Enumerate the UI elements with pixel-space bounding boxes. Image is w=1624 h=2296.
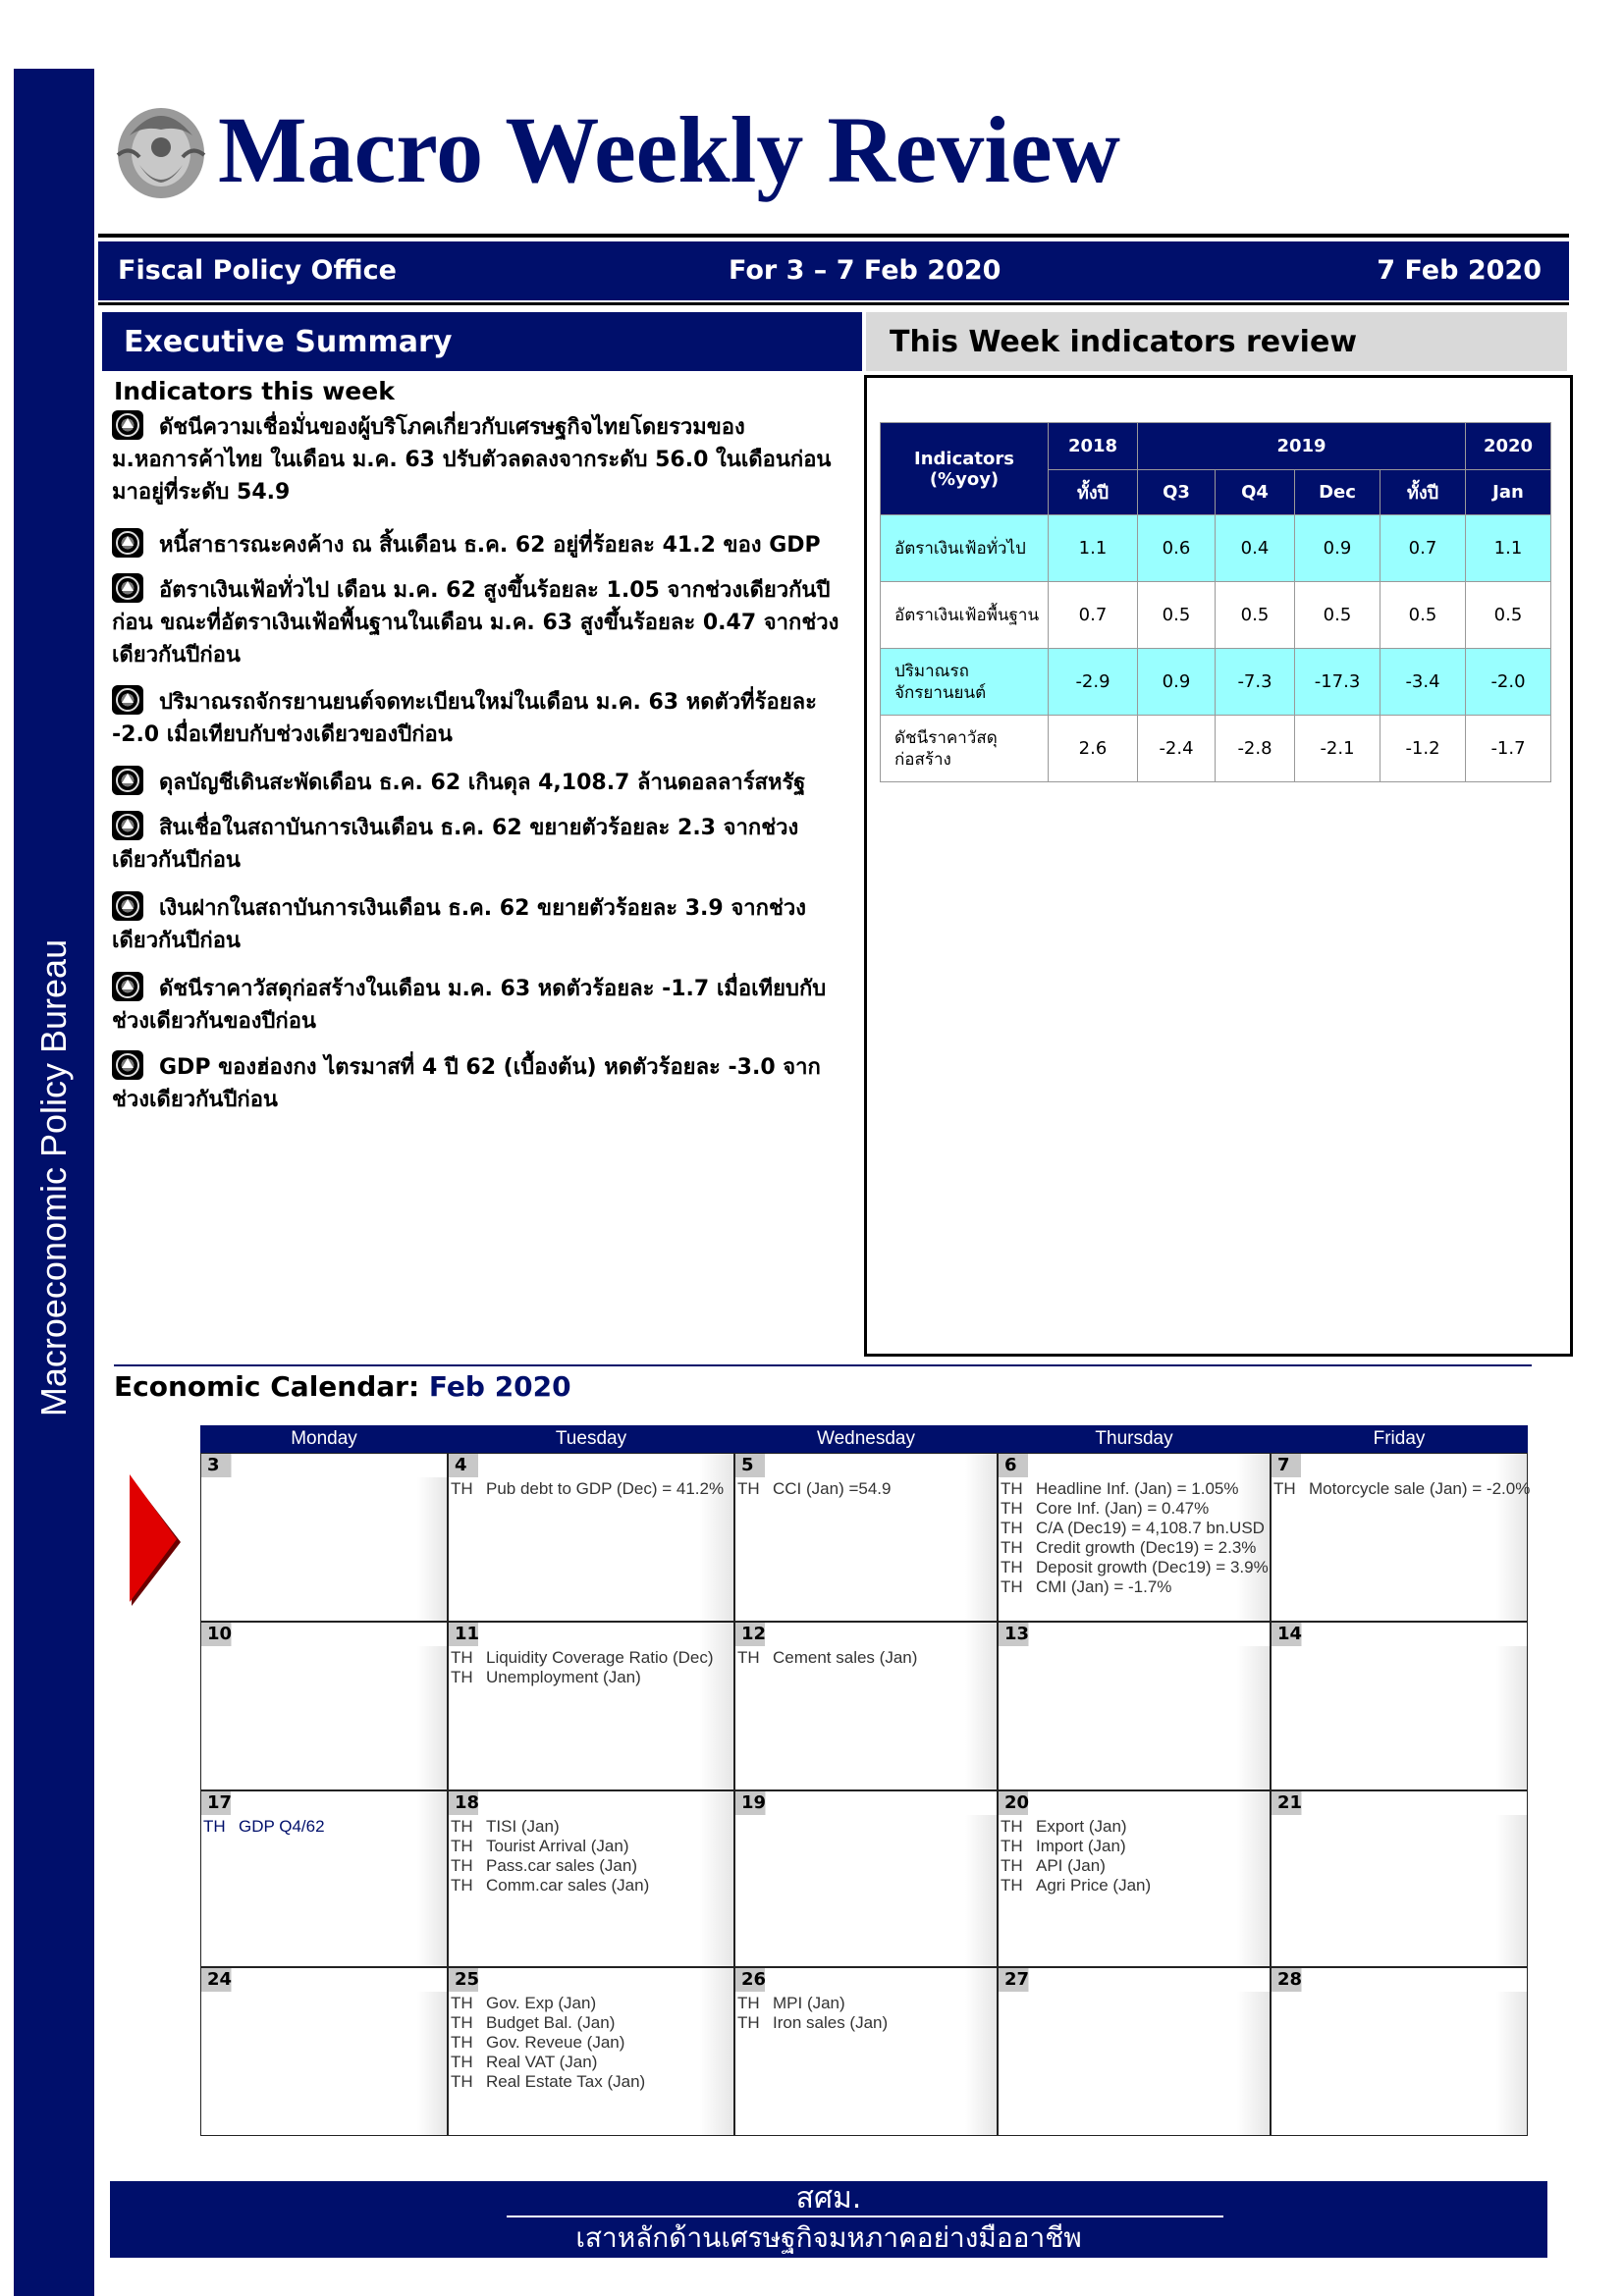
calendar-cell: [734, 1967, 998, 2136]
office-name: Fiscal Policy Office: [118, 255, 397, 286]
calendar-event: [449, 1479, 724, 1499]
calendar-event: [449, 1817, 560, 1837]
calendar-day-number: 19: [735, 1791, 997, 1815]
executive-summary-header: Executive Summary: [102, 312, 862, 371]
header-rule: [98, 234, 1569, 238]
country-tag: TH: [1001, 1558, 1023, 1576]
country-tag: TH: [1001, 1577, 1023, 1596]
calendar-event: [999, 1577, 1171, 1597]
country-tag: TH: [451, 1479, 473, 1498]
indicator-name: อัตราเงินเฟ้อทั่วไป: [881, 515, 1049, 582]
calendar-event: [449, 2053, 597, 2072]
calendar-day-header: Wednesday: [734, 1425, 998, 1453]
year-header: 2019: [1138, 423, 1466, 470]
bullet-arrow-icon: [112, 766, 143, 795]
table-cell: -2.0: [1466, 649, 1551, 716]
indicators-column-header: Indicators (%yoy): [881, 423, 1049, 515]
calendar-cell: [1271, 1453, 1531, 1622]
calendar-event: [201, 1817, 325, 1837]
summary-bullet: GDP ของฮ่องกง ไตรมาสที่ 4 ปี 62 (เบื้องต้น) หดตัวร้อยละ -3.0 จากช่วงเดียวกันปีก่อน: [112, 1050, 850, 1116]
event-text: Pass.car sales (Jan): [486, 1856, 637, 1875]
event-text: Agri Price (Jan): [1036, 1876, 1152, 1895]
bullet-arrow-icon: [112, 685, 143, 715]
table-cell: 2.6: [1049, 716, 1138, 782]
event-text: Gov. Exp (Jan): [486, 1994, 597, 2012]
calendar-cell: [448, 1790, 734, 1967]
calendar-event: [999, 1876, 1151, 1896]
calendar-day-number: 11: [449, 1623, 478, 1646]
country-tag: TH: [1001, 1876, 1023, 1895]
calendar-cell: [1271, 1790, 1528, 1967]
country-tag: TH: [1001, 1479, 1023, 1498]
period-header: Jan: [1466, 470, 1551, 515]
calendar-event: [449, 1837, 628, 1856]
country-tag: TH: [737, 1648, 760, 1667]
table-cell: 0.9: [1138, 649, 1216, 716]
calendar-cell: [998, 1967, 1271, 2136]
calendar-day-number: 10: [201, 1623, 447, 1646]
report-period: For 3 – 7 Feb 2020: [729, 255, 1001, 286]
summary-bullet: หนี้สาธารณะคงค้าง ณ สิ้นเดือน ธ.ค. 62 อยู่ที่ร้อยละ 41.2 ของ GDP: [112, 528, 850, 561]
calendar-cell: [448, 1453, 734, 1622]
calendar-event: [735, 1648, 917, 1668]
calendar-cell: [1271, 1622, 1528, 1790]
event-text: Real Estate Tax (Jan): [486, 2072, 646, 2091]
table-cell: -2.8: [1216, 716, 1295, 782]
country-tag: TH: [1001, 1837, 1023, 1855]
event-text: API (Jan): [1036, 1856, 1106, 1875]
footer-org: สศม.: [795, 2181, 862, 2216]
bullet-arrow-icon: [112, 573, 143, 603]
calendar-event: [999, 1558, 1269, 1577]
table-cell: 0.6: [1138, 515, 1216, 582]
event-text: Liquidity Coverage Ratio (Dec): [486, 1648, 714, 1667]
table-cell: 0.7: [1380, 515, 1466, 582]
table-cell: 0.5: [1216, 582, 1295, 649]
bullet-arrow-icon: [112, 972, 143, 1001]
event-text: Motorcycle sale (Jan) = -2.0%: [1309, 1479, 1531, 1498]
table-cell: 1.1: [1466, 515, 1551, 582]
indicator-name: อัตราเงินเฟ้อพื้นฐาน: [881, 582, 1049, 649]
country-tag: TH: [451, 1817, 473, 1836]
calendar-day-number: 25: [449, 1968, 478, 1992]
calendar-day-number: 21: [1272, 1791, 1527, 1815]
summary-bullet: อัตราเงินเฟ้อทั่วไป เดือน ม.ค. 62 สูงขึ้นร้อยละ 1.05 จากช่วงเดียวกันปีก่อน ขณะที่อัตราเงินเฟ้อพื้นฐานในเดือน ม.ค. 63 สูงขึ้นร้อยละ 0.47 จากช่วงเดียวกันปีก่อน: [112, 573, 850, 671]
calendar-event: [1272, 1479, 1530, 1499]
report-date: 7 Feb 2020: [1377, 255, 1542, 286]
country-tag: TH: [451, 1876, 473, 1895]
calendar-cell: [998, 1622, 1271, 1790]
country-tag: TH: [1001, 1519, 1023, 1537]
event-text: Credit growth (Dec19) = 2.3%: [1036, 1538, 1257, 1557]
calendar-day-number: 5: [735, 1454, 765, 1477]
summary-bullet: สินเชื่อในสถาบันการเงินเดือน ธ.ค. 62 ขยายตัวร้อยละ 2.3 จากช่วงเดียวกันปีก่อน: [112, 811, 850, 877]
calendar-event: [735, 1994, 845, 2013]
table-cell: 0.5: [1138, 582, 1216, 649]
event-text: Core Inf. (Jan) = 0.47%: [1036, 1499, 1210, 1518]
footer-divider: [507, 2216, 1223, 2217]
country-tag: TH: [451, 1856, 473, 1875]
event-text: CMI (Jan) = -1.7%: [1036, 1577, 1172, 1596]
indicators-subheading: Indicators this week: [114, 377, 395, 405]
period-header: ทั้งปี: [1049, 470, 1138, 515]
sidebar-label: Macroeconomic Policy Bureau: [33, 938, 74, 1417]
calendar-cell: [200, 1622, 448, 1790]
country-tag: TH: [451, 1837, 473, 1855]
calendar-day-number: 13: [999, 1623, 1270, 1646]
calendar-rule: [114, 1364, 1532, 1366]
indicator-name: ปริมาณรถจักรยานยนต์: [881, 649, 1049, 716]
summary-bullet: ดุลบัญชีเดินสะพัดเดือน ธ.ค. 62 เกินดุล 4,108.7 ล้านดอลลาร์สหรัฐ: [112, 766, 850, 799]
period-header: Dec: [1295, 470, 1380, 515]
summary-bullet: ดัชนีความเชื่อมั่นของผู้บริโภคเกี่ยวกับเศรษฐกิจไทยโดยรวมของ ม.หอการค้าไทย ในเดือน ม.ค. 63 ปรับตัวลดลงจากระดับ 56.0 ในเดือนก่อน มาอยู่ที่ระดับ 54.9: [112, 410, 850, 508]
page-title: Macro Weekly Review: [218, 97, 1120, 202]
calendar-event: [449, 1668, 641, 1687]
calendar-month: Feb 2020: [428, 1370, 571, 1403]
calendar-cell: [998, 1790, 1271, 1967]
calendar-day-number: 4: [449, 1454, 478, 1477]
calendar-day-number: 26: [735, 1968, 765, 1992]
bullet-arrow-icon: [112, 891, 143, 921]
event-text: Gov. Reveue (Jan): [486, 2033, 625, 2052]
calendar-event: [999, 1837, 1126, 1856]
country-tag: TH: [203, 1817, 226, 1836]
event-text: Export (Jan): [1036, 1817, 1127, 1836]
summary-bullet: ปริมาณรถจักรยานยนต์จดทะเบียนใหม่ในเดือน ม.ค. 63 หดตัวที่ร้อยละ -2.0 เมื่อเทียบกับช่วงเดียวของปีก่อน: [112, 685, 850, 751]
calendar-event: [449, 1994, 596, 2013]
calendar-cell: [448, 1622, 734, 1790]
calendar-event: [449, 2013, 615, 2033]
country-tag: TH: [451, 1668, 473, 1686]
year-header: 2018: [1049, 423, 1138, 470]
country-tag: TH: [451, 1648, 473, 1667]
calendar-day-number: 14: [1272, 1623, 1527, 1646]
country-tag: TH: [1001, 1499, 1023, 1518]
calendar-day-header: Thursday: [998, 1425, 1271, 1453]
period-header: ทั้งปี: [1380, 470, 1466, 515]
event-text: Iron sales (Jan): [773, 2013, 889, 2032]
event-text: Real VAT (Jan): [486, 2053, 598, 2071]
event-text: Cement sales (Jan): [773, 1648, 918, 1667]
table-cell: 0.5: [1380, 582, 1466, 649]
footer-slogan: เสาหลักด้านเศรษฐกิจมหภาคอย่างมืออาชีพ: [575, 2221, 1082, 2254]
indicators-review-header: This Week indicators review: [866, 312, 1567, 371]
header-band: [98, 241, 1569, 300]
calendar-day-header: Tuesday: [448, 1425, 734, 1453]
event-text: TISI (Jan): [486, 1817, 560, 1836]
calendar-day-number: 12: [735, 1623, 765, 1646]
calendar-event: [735, 2013, 888, 2033]
table-cell: -1.2: [1380, 716, 1466, 782]
indicator-name: ดัชนีราคาวัสดุก่อสร้าง: [881, 716, 1049, 782]
calendar-event: [449, 1856, 637, 1876]
calendar-event: [999, 1817, 1127, 1837]
calendar-event: [449, 1876, 649, 1896]
country-tag: TH: [451, 1994, 473, 2012]
calendar-cell: [200, 1453, 448, 1622]
calendar-event: [449, 2072, 645, 2092]
calendar-day-header: Monday: [200, 1425, 448, 1453]
table-row: [881, 716, 1551, 782]
calendar-cell: [200, 1967, 448, 2136]
event-text: CCI (Jan) =54.9: [773, 1479, 892, 1498]
country-tag: TH: [1001, 1538, 1023, 1557]
country-tag: TH: [1273, 1479, 1296, 1498]
table-cell: 0.7: [1049, 582, 1138, 649]
table-cell: -7.3: [1216, 649, 1295, 716]
calendar-event: [999, 1538, 1256, 1558]
current-week-arrow-icon: [130, 1474, 185, 1610]
table-cell: -2.4: [1138, 716, 1216, 782]
calendar-day-number: 17: [201, 1791, 231, 1815]
calendar-day-header: Friday: [1271, 1425, 1528, 1453]
calendar-event: [999, 1856, 1106, 1876]
table-cell: -2.1: [1295, 716, 1380, 782]
event-text: C/A (Dec19) = 4,108.7 bn.USD: [1036, 1519, 1265, 1537]
bullet-arrow-icon: [112, 1050, 143, 1080]
calendar-event: [449, 2033, 624, 2053]
period-header: Q4: [1216, 470, 1295, 515]
calendar-cell: [448, 1967, 734, 2136]
calendar-day-number: 27: [999, 1968, 1270, 1992]
calendar-day-number: 24: [201, 1968, 447, 1992]
calendar-title: Economic Calendar: Feb 2020: [114, 1370, 571, 1403]
country-tag: TH: [737, 1479, 760, 1498]
table-row: [881, 649, 1551, 716]
calendar-day-number: 18: [449, 1791, 478, 1815]
summary-bullet: เงินฝากในสถาบันการเงินเดือน ธ.ค. 62 ขยายตัวร้อยละ 3.9 จากช่วงเดียวกันปีก่อน: [112, 891, 850, 957]
event-text: Headline Inf. (Jan) = 1.05%: [1036, 1479, 1239, 1498]
calendar-event: [449, 1648, 714, 1668]
table-cell: -1.7: [1466, 716, 1551, 782]
indicators-table: [880, 422, 1551, 782]
event-text: MPI (Jan): [773, 1994, 845, 2012]
calendar-event: [735, 1479, 891, 1499]
calendar-day-number: 6: [999, 1454, 1028, 1477]
table-row: [881, 582, 1551, 649]
header-rule-bottom: [98, 302, 1569, 305]
calendar-event: [999, 1519, 1265, 1538]
bullet-arrow-icon: [112, 410, 143, 440]
table-cell: 0.4: [1216, 515, 1295, 582]
table-cell: -17.3: [1295, 649, 1380, 716]
event-text: Tourist Arrival (Jan): [486, 1837, 629, 1855]
event-text: Unemployment (Jan): [486, 1668, 641, 1686]
event-text: Pub debt to GDP (Dec) = 41.2%: [486, 1479, 725, 1498]
year-header: 2020: [1466, 423, 1551, 470]
country-tag: TH: [451, 2053, 473, 2071]
table-cell: -2.9: [1049, 649, 1138, 716]
country-tag: TH: [451, 2033, 473, 2052]
bullet-arrow-icon: [112, 811, 143, 840]
calendar-event: [999, 1479, 1238, 1499]
calendar-cell: [200, 1790, 448, 1967]
event-text: Comm.car sales (Jan): [486, 1876, 650, 1895]
country-tag: TH: [451, 2013, 473, 2032]
calendar-day-number: 7: [1272, 1454, 1301, 1477]
calendar-cell: [734, 1453, 998, 1622]
table-row: [881, 515, 1551, 582]
country-tag: TH: [737, 1994, 760, 2012]
table-cell: 1.1: [1049, 515, 1138, 582]
calendar-day-number: 20: [999, 1791, 1028, 1815]
garuda-logo-icon: [110, 96, 212, 204]
table-cell: -3.4: [1380, 649, 1466, 716]
event-text: Budget Bal. (Jan): [486, 2013, 616, 2032]
bullet-arrow-icon: [112, 528, 143, 558]
calendar-day-number: 28: [1272, 1968, 1527, 1992]
country-tag: TH: [1001, 1817, 1023, 1836]
event-text: Import (Jan): [1036, 1837, 1126, 1855]
country-tag: TH: [451, 2072, 473, 2091]
calendar-cell: [734, 1790, 998, 1967]
period-header: Q3: [1138, 470, 1216, 515]
event-text: Deposit growth (Dec19) = 3.9%: [1036, 1558, 1269, 1576]
calendar-day-number: 3: [201, 1454, 447, 1477]
calendar-cell: [734, 1622, 998, 1790]
summary-bullet: ดัชนีราคาวัสดุก่อสร้างในเดือน ม.ค. 63 หดตัวร้อยละ -1.7 เมื่อเทียบกับช่วงเดียวกันของปีก่อน: [112, 972, 850, 1038]
table-cell: 0.5: [1466, 582, 1551, 649]
country-tag: TH: [737, 2013, 760, 2032]
event-text: GDP Q4/62: [239, 1817, 325, 1836]
calendar-cell: [1271, 1967, 1528, 2136]
calendar-cell: [998, 1453, 1271, 1622]
country-tag: TH: [1001, 1856, 1023, 1875]
table-cell: 0.9: [1295, 515, 1380, 582]
table-cell: 0.5: [1295, 582, 1380, 649]
calendar-event: [999, 1499, 1209, 1519]
